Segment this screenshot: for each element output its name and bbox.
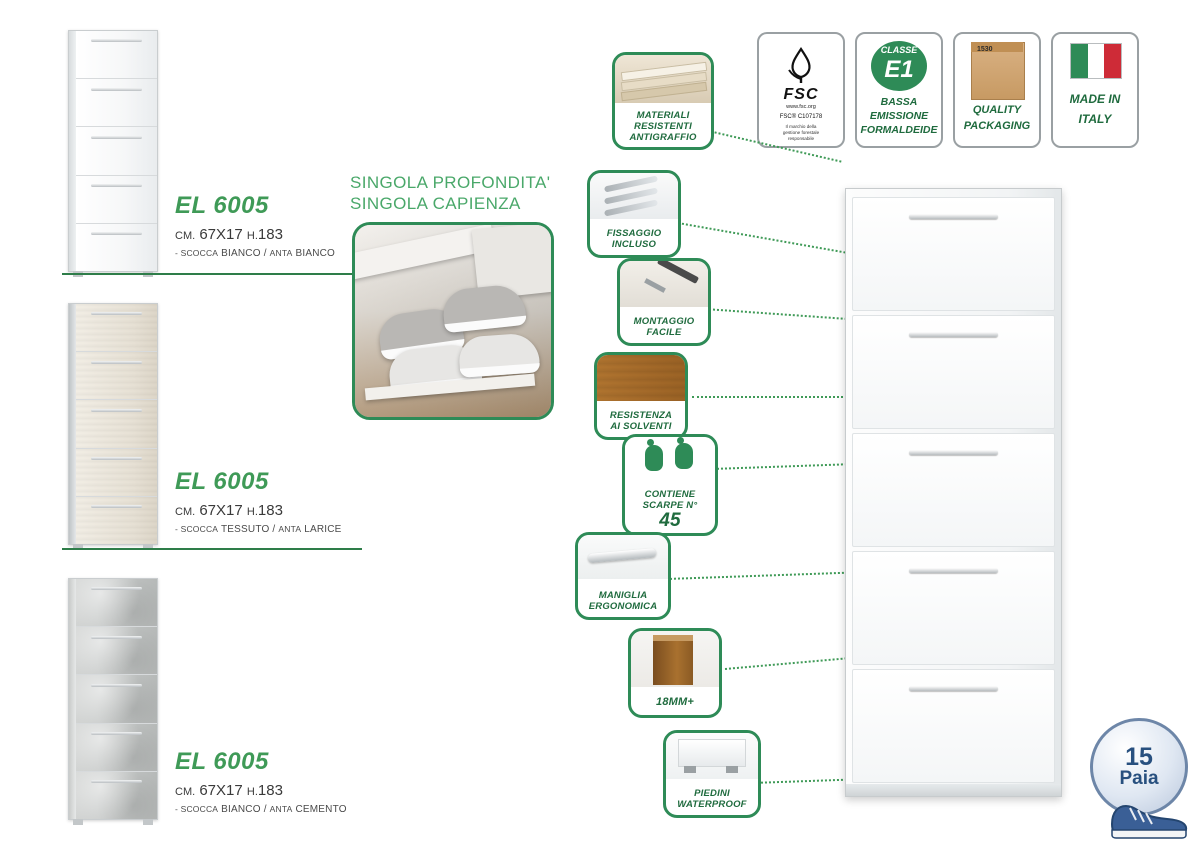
- quality-packaging-line-2: PACKAGING: [963, 120, 1031, 132]
- photo-title-line-1: SINGOLA PROFONDITA': [350, 173, 551, 192]
- wood-surface-icon: [597, 355, 685, 401]
- classe-e1-line-3: FORMALDEIDE: [860, 124, 938, 136]
- feature-spessore-value: 18MM+: [656, 696, 694, 709]
- cabinet-foot: [73, 819, 83, 825]
- cabinet-drawer: [76, 449, 157, 497]
- feature-fissaggio-incluso: [587, 170, 681, 258]
- drawer-handle-icon: [91, 136, 143, 139]
- feature-piedini-waterproof: [663, 730, 761, 818]
- product-3-model: EL 6005: [175, 748, 269, 775]
- cabinet-drawer: [76, 627, 157, 675]
- cabinet-drawer: [76, 31, 157, 79]
- feature-solventi-line-1: RESISTENZA: [609, 410, 673, 422]
- feature-solventi-line-2: AI SOLVENTI: [610, 421, 672, 433]
- fsc-note-3: responsabile: [787, 136, 815, 141]
- classe-e1-line-1: BASSA: [880, 96, 918, 108]
- product-1-dimensions: [175, 226, 375, 243]
- italian-flag-icon: [1070, 43, 1122, 79]
- certification-quality-packaging: [953, 32, 1041, 148]
- product-1-height-label: H.: [246, 230, 258, 242]
- feature-resistenza-solventi: [594, 352, 688, 440]
- cabinet-drawer: [76, 400, 157, 448]
- main-cabinet-drawer: [852, 551, 1055, 665]
- connector-line: [712, 463, 847, 470]
- cabinet-foot-icon: [666, 733, 758, 779]
- cabinet-drawer: [76, 772, 157, 819]
- panel-layers-icon: [615, 55, 711, 103]
- cabinet-drawer: [76, 579, 157, 627]
- connector-line: [692, 396, 847, 398]
- product-cabinet-3: [68, 578, 158, 820]
- feature-fissaggio-line-1: FISSAGGIO: [606, 228, 662, 240]
- drawer-handle-icon: [91, 587, 143, 590]
- product-3-finish-prefix: - SCOCCA: [175, 804, 219, 814]
- product-2-finish-prefix: - SCOCCA: [175, 524, 219, 534]
- drawer-handle-icon: [91, 312, 143, 315]
- drawer-handle-icon: [91, 684, 143, 687]
- main-cabinet-drawer: [852, 315, 1055, 429]
- product-2-door-prefix: ANTA: [278, 524, 302, 534]
- drawer-handle-icon: [91, 732, 143, 735]
- cabinet-side-panel: [69, 579, 76, 819]
- product-2-dims-value: 67X17: [199, 502, 243, 519]
- product-2-dims-prefix: CM.: [175, 506, 196, 518]
- drawer-handle-icon: [91, 457, 143, 460]
- product-1-door-prefix: ANTA: [269, 248, 293, 258]
- product-3-dims-value: 67X17: [199, 782, 243, 799]
- feature-piedini-line-1: PIEDINI: [694, 788, 730, 800]
- fsc-website: www.fsc.org: [786, 104, 816, 110]
- main-cabinet-drawer: [852, 669, 1055, 783]
- product-1-door-finish: BIANCO: [295, 248, 336, 259]
- feature-montaggio-line-1: MONTAGGIO: [633, 316, 695, 328]
- main-cabinet-base: [846, 784, 1061, 796]
- classe-e1-line-2: EMISSIONE: [869, 110, 929, 122]
- connector-line: [725, 657, 847, 670]
- product-2-height-value: 183: [257, 502, 283, 519]
- drawer-handle-icon: [909, 686, 997, 691]
- feature-capienza-line-1: CONTIENE: [644, 489, 696, 501]
- product-1-dims-prefix: CM.: [175, 230, 196, 242]
- drawer-handle-icon: [909, 450, 997, 455]
- cabinet-drawer: [76, 304, 157, 352]
- product-2-info: [175, 468, 375, 535]
- feature-piedini-line-2: WATERPROOF: [677, 799, 747, 811]
- product-3-door-prefix: ANTA: [269, 804, 293, 814]
- feature-maniglia-ergonomica: [575, 532, 671, 620]
- drawer-handle-icon: [909, 214, 997, 219]
- classe-e1-value: E1: [884, 56, 914, 83]
- certification-made-in-italy: [1051, 32, 1139, 148]
- product-3-height-label: H.: [246, 786, 258, 798]
- panel-thickness-icon: [631, 631, 719, 687]
- fsc-note-1: Il marchio della: [785, 124, 817, 129]
- drawer-handle-icon: [91, 636, 143, 639]
- drawer-handle-icon: [91, 409, 143, 412]
- product-1-finish-prefix: - SCOCCA: [175, 248, 219, 258]
- product-3-dims-prefix: CM.: [175, 786, 196, 798]
- sneaker-icon: [1106, 790, 1192, 840]
- product-3-door-finish: CEMENTO: [295, 804, 347, 815]
- screws-icon: [590, 173, 678, 219]
- product-1-finish-body: BIANCO: [221, 248, 261, 259]
- certification-fsc: [757, 32, 845, 148]
- quality-packaging-line-1: QUALITY: [972, 104, 1022, 116]
- product-1-finish: [175, 248, 375, 259]
- capacity-seal-label: Paia: [1119, 768, 1159, 790]
- product-cabinet-2: [68, 303, 158, 545]
- product-1-model: EL 6005: [175, 192, 269, 219]
- made-in-italy-line-2: ITALY: [1078, 112, 1112, 126]
- feature-maniglia-line-1: MANIGLIA: [598, 590, 648, 602]
- drawer-handle-icon: [909, 332, 997, 337]
- drawer-handle-icon: [91, 184, 143, 187]
- product-cabinet-1: [68, 30, 158, 272]
- product-3-finish-sep: /: [263, 804, 267, 815]
- feature-materiali-antigraffio: [612, 52, 714, 150]
- cabinet-drawer: [76, 224, 157, 271]
- fsc-code: FSC® C107178: [779, 114, 823, 120]
- carton-box-code: 1530: [977, 46, 993, 53]
- drawer-handle-icon: [91, 88, 143, 91]
- main-cabinet-drawer: [852, 197, 1055, 311]
- feature-montaggio-facile: [617, 258, 711, 346]
- section-divider: [62, 548, 362, 550]
- product-3-info: [175, 748, 375, 815]
- feature-materiali-line-1: MATERIALI: [636, 110, 690, 122]
- product-1-height-value: 183: [257, 226, 283, 243]
- drawer-handle-icon: [91, 232, 143, 235]
- feature-capienza-value: 45: [659, 510, 681, 532]
- cabinet-side-panel: [69, 304, 76, 544]
- cabinet-drawer: [76, 724, 157, 772]
- section-divider: [62, 273, 362, 275]
- cabinet-drawer: [76, 352, 157, 400]
- product-2-height-label: H.: [246, 506, 258, 518]
- cabinet-drawer: [76, 176, 157, 224]
- feature-spessore-18mm: [628, 628, 722, 718]
- cabinet-foot: [143, 819, 153, 825]
- drawer-handle-icon: [91, 780, 143, 783]
- shoe-compartment-photo: [352, 222, 554, 420]
- drawer-handle-icon: [91, 361, 143, 364]
- drawer-handle-icon: [91, 39, 143, 42]
- connector-line: [752, 779, 847, 784]
- classe-e1-top-label: CLASSE: [880, 45, 918, 55]
- feature-capienza-line-2: SCARPE N°: [642, 500, 698, 512]
- product-1-info: [175, 192, 375, 259]
- product-3-height-value: 183: [257, 782, 283, 799]
- cabinet-side-panel: [69, 31, 76, 271]
- feature-maniglia-line-2: ERGONOMICA: [588, 601, 658, 613]
- fsc-note-2: gestione forestale: [782, 130, 820, 135]
- product-1-finish-sep: /: [263, 248, 267, 259]
- cabinet-drawer: [76, 497, 157, 544]
- feature-fissaggio-line-2: INCLUSO: [611, 239, 657, 251]
- made-in-italy-line-1: MADE IN: [1069, 92, 1121, 106]
- product-2-door-finish: LARICE: [304, 524, 342, 535]
- connector-line: [705, 308, 847, 320]
- drawer-handle-icon: [91, 505, 143, 508]
- feature-capienza-scarpe: [622, 434, 718, 536]
- photo-callout-title: [350, 172, 580, 215]
- product-2-dimensions: [175, 502, 375, 519]
- feature-montaggio-line-2: FACILE: [646, 327, 682, 339]
- fsc-mark-text: FSC: [783, 86, 819, 103]
- connector-line: [678, 222, 846, 253]
- cabinet-drawer: [76, 79, 157, 127]
- certification-classe-e1: [855, 32, 943, 148]
- cabinet-drawer: [76, 675, 157, 723]
- product-3-finish-body: BIANCO: [221, 804, 261, 815]
- product-1-dims-value: 67X17: [199, 226, 243, 243]
- connector-line: [667, 572, 847, 580]
- main-product-cabinet: [845, 188, 1062, 797]
- main-cabinet-drawer: [852, 433, 1055, 547]
- handle-icon: [578, 535, 668, 579]
- photo-shoe: [458, 332, 541, 377]
- feature-materiali-line-3: ANTIGRAFFIO: [629, 132, 697, 144]
- photo-title-line-2: SINGOLA CAPIENZA: [350, 194, 521, 214]
- product-2-finish-body: TESSUTO: [220, 524, 270, 535]
- product-3-finish: [175, 804, 375, 815]
- footprints-icon: [625, 437, 715, 479]
- product-3-dimensions: [175, 782, 375, 799]
- product-2-model: EL 6005: [175, 468, 269, 495]
- capacity-seal-number: 15: [1125, 742, 1153, 771]
- cabinet-drawer: [76, 127, 157, 175]
- product-2-finish-sep: /: [272, 524, 276, 535]
- screwdriver-icon: [620, 261, 708, 307]
- drawer-handle-icon: [909, 568, 997, 573]
- feature-materiali-line-2: RESISTENTI: [634, 121, 692, 133]
- product-2-finish: [175, 524, 375, 535]
- fsc-tree-icon: [781, 46, 821, 86]
